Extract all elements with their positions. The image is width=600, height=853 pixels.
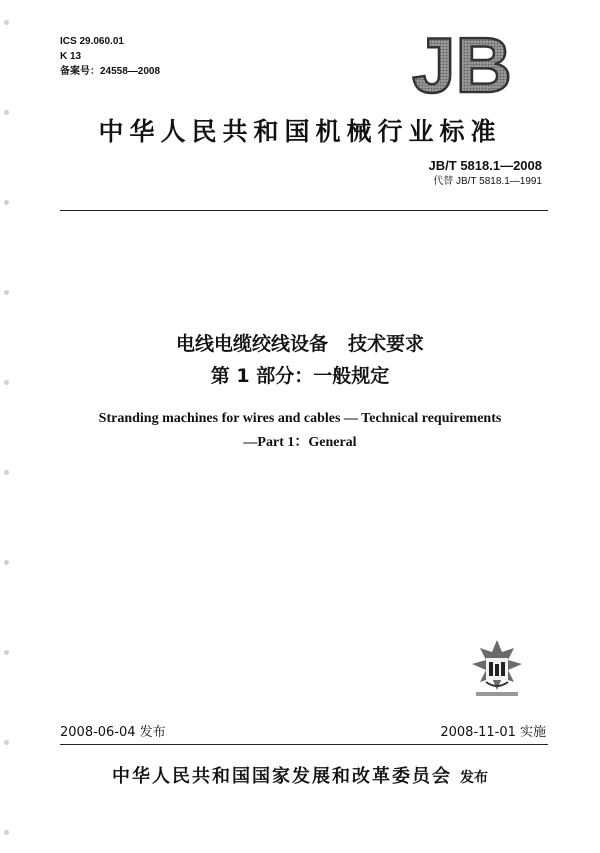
- jb-logo-text: JB: [412, 30, 512, 100]
- standard-number: JB/T 5818.1—2008: [428, 158, 542, 173]
- issue-action: 发布: [460, 770, 488, 786]
- ics-code: ICS 29.060.01: [60, 36, 124, 47]
- english-title-line-1: Stranding machines for wires and cables — Technical requirements: [98, 411, 502, 426]
- implementation-date: 2008-11-01 实施: [440, 725, 546, 740]
- issuing-organization: 中华人民共和国国家发展和改革委员会: [112, 766, 452, 787]
- header-divider: [60, 210, 548, 211]
- standard-category-title: 中华人民共和国机械行业标准: [98, 117, 502, 146]
- publisher-emblem-icon: [468, 638, 526, 698]
- standard-number-block: [429, 158, 542, 190]
- ccs-code: K 13: [60, 51, 82, 62]
- chinese-title-part-b: 技术要求: [348, 333, 425, 355]
- chinese-title-line-1: [0, 329, 600, 356]
- replaces-standard: 代替 JB/T 5818.1—1991: [433, 176, 542, 187]
- chinese-title-part-a: 电线电缆绞线设备: [175, 333, 328, 355]
- classification-block: [60, 34, 160, 79]
- jb-logo: [406, 30, 518, 100]
- english-title-line-2: —Part 1：General: [243, 435, 357, 450]
- chinese-title-line-2: 第 1 部分：一般规定: [210, 365, 390, 387]
- issuing-authority: [0, 762, 600, 788]
- filing-number: 备案号：24558—2008: [60, 66, 161, 77]
- footer-divider: [60, 744, 548, 745]
- issue-date: 2008-06-04 发布: [60, 725, 166, 740]
